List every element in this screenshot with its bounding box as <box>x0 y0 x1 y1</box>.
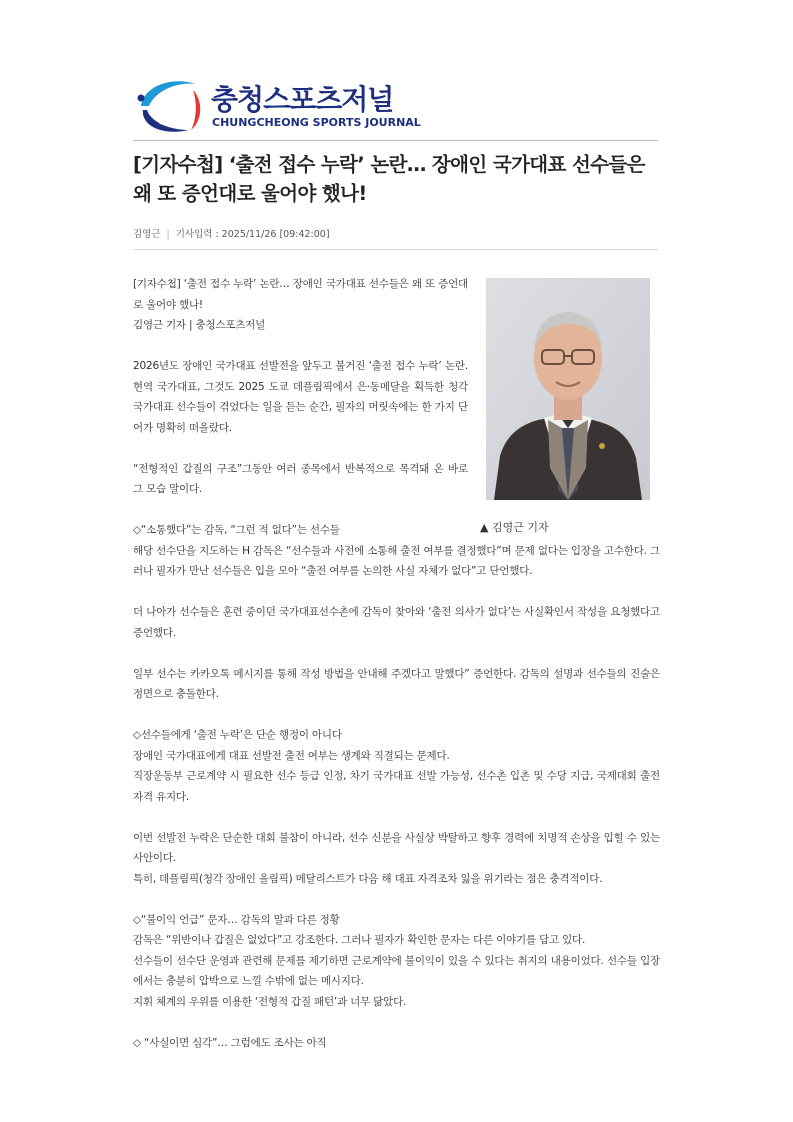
section-heading: ◇선수들에게 ‘출전 누락’은 단순 행정이 아니다 <box>133 729 342 741</box>
byline-separator: | <box>166 229 170 240</box>
paragraph-gap <box>133 643 660 664</box>
body-paragraph: 더 나아가 선수들은 훈련 중이던 국가대표선수촌에 감독이 찾아와 ‘출전 의사가 없다’는 사실확인서 작성을 요청했다고 증언했다. <box>133 606 660 639</box>
site-logo[interactable] <box>133 76 423 134</box>
author-name[interactable]: 김영근 <box>133 229 161 240</box>
header-divider <box>133 140 658 141</box>
logo-name-english: CHUNGCHEONG SPORTS JOURNAL <box>212 116 421 129</box>
body-paragraph: 감독은 “위반이나 갑질은 없었다”고 강조한다. 그러나 필자가 확인한 문자는 다른 이야기를 담고 있다. <box>133 934 586 946</box>
paragraph-gap <box>133 889 660 910</box>
body-paragraph: 선수들이 선수단 운영과 관련해 문제를 제기하면 근로계약에 불이익이 있을 수 있다는 취지의 내용이었다. 선수들 입장에서는 충분히 압박으로 느낄 수밖에 없는 메시지다. <box>133 954 660 987</box>
body-paragraph: 2026년도 장애인 국가대표 선발전을 앞두고 불거진 ‘출전 접수 누락’ 논란. 현역 국가대표, 그것도 2025 도쿄 데플림픽에서 은·동메달을 획득한 청각 국가대표 선수들이 겪었다는 일을 듣는 순간, 필자의 머릿속에는 한 가지 단어가 명확히 떠올랐다. <box>133 360 468 434</box>
section-heading: ◇“불이익 언급” 문자… 감독의 말과 다른 정황 <box>133 913 340 926</box>
body-paragraph: 지휘 체계의 우위를 이용한 ‘전형적 갑질 패턴’과 너무 닮았다. <box>133 995 407 1008</box>
body-paragraph: 김영근 기자 | 충청스포츠저널 <box>133 319 266 331</box>
article-body <box>133 274 660 1053</box>
body-paragraph: 해당 선수단을 지도하는 H 감독은 “선수들과 사전에 소통해 출전 여부를 결정했다”며 문제 없다는 입장을 고수한다. 그러나 필자가 만난 선수들은 입을 모아 “출전 여부를 논의한 사실 자체가 없다”고 단언했다. <box>133 544 660 577</box>
article-byline <box>133 226 330 240</box>
body-paragraph: 일부 선수는 카카오톡 메시지를 통해 작성 방법을 안내해 주겠다고 말했다” 증언한다. 감독의 설명과 선수들의 진술은 정면으로 충돌한다. <box>133 667 660 700</box>
paragraph-gap <box>133 807 660 828</box>
paragraph-gap <box>133 336 660 357</box>
photo-caption: ▲ 김영근 기자 <box>480 521 549 534</box>
paragraph-gap <box>133 582 660 603</box>
body-paragraph: 이번 선발전 누락은 단순한 대회 불참이 아니라, 선수 신분을 사실상 박탈하고 향후 경력에 치명적 손상을 입힐 수 있는 사안이다. <box>133 831 660 864</box>
publish-date: 기사입력 : 2025/11/26 [09:42:00] <box>175 229 330 240</box>
body-paragraph: 특히, 데플림픽(청각 장애인 올림픽) 메달리스트가 다음 해 대표 자격조차 잃을 위기라는 점은 충격적이다. <box>133 872 603 885</box>
body-paragraph: 장애인 국가대표에게 대표 선발전 출전 여부는 생계와 직결되는 문제다. <box>133 749 450 762</box>
paragraph-gap <box>133 438 660 459</box>
logo-emblem-icon <box>133 76 207 134</box>
logo-name-korean: 충청스포츠저널 <box>211 83 394 116</box>
body-paragraph: [기자수첩] ‘출전 접수 누락’ 논란… 장애인 국가대표 선수들은 왜 또 증언대로 울어야 했나! <box>133 278 468 311</box>
paragraph-gap <box>133 500 660 521</box>
paragraph-gap <box>133 1012 660 1033</box>
paragraph-gap <box>133 705 660 726</box>
section-heading: ◇ “사실이면 심각”… 그럼에도 조사는 아직 <box>133 1036 327 1049</box>
body-paragraph: “전형적인 갑질의 구조”그동안 여러 종목에서 반복적으로 목격돼 온 바로 그 모습 말이다. <box>133 462 468 495</box>
section-heading: ◇“소통했다”는 감독, “그런 적 없다”는 선수들 <box>133 524 340 536</box>
body-paragraph: 직장운동부 근로계약 시 필요한 선수 등급 인정, 차기 국가대표 선발 가능성, 선수촌 입촌 및 수당 지급, 국제대회 출전 자격 유지다. <box>133 770 660 803</box>
byline-divider <box>133 249 658 250</box>
article-headline: [기자수첩] ‘출전 접수 누락’ 논란… 장애인 국가대표 선수들은 왜 또 증언대로 울어야 했나! <box>133 153 645 205</box>
